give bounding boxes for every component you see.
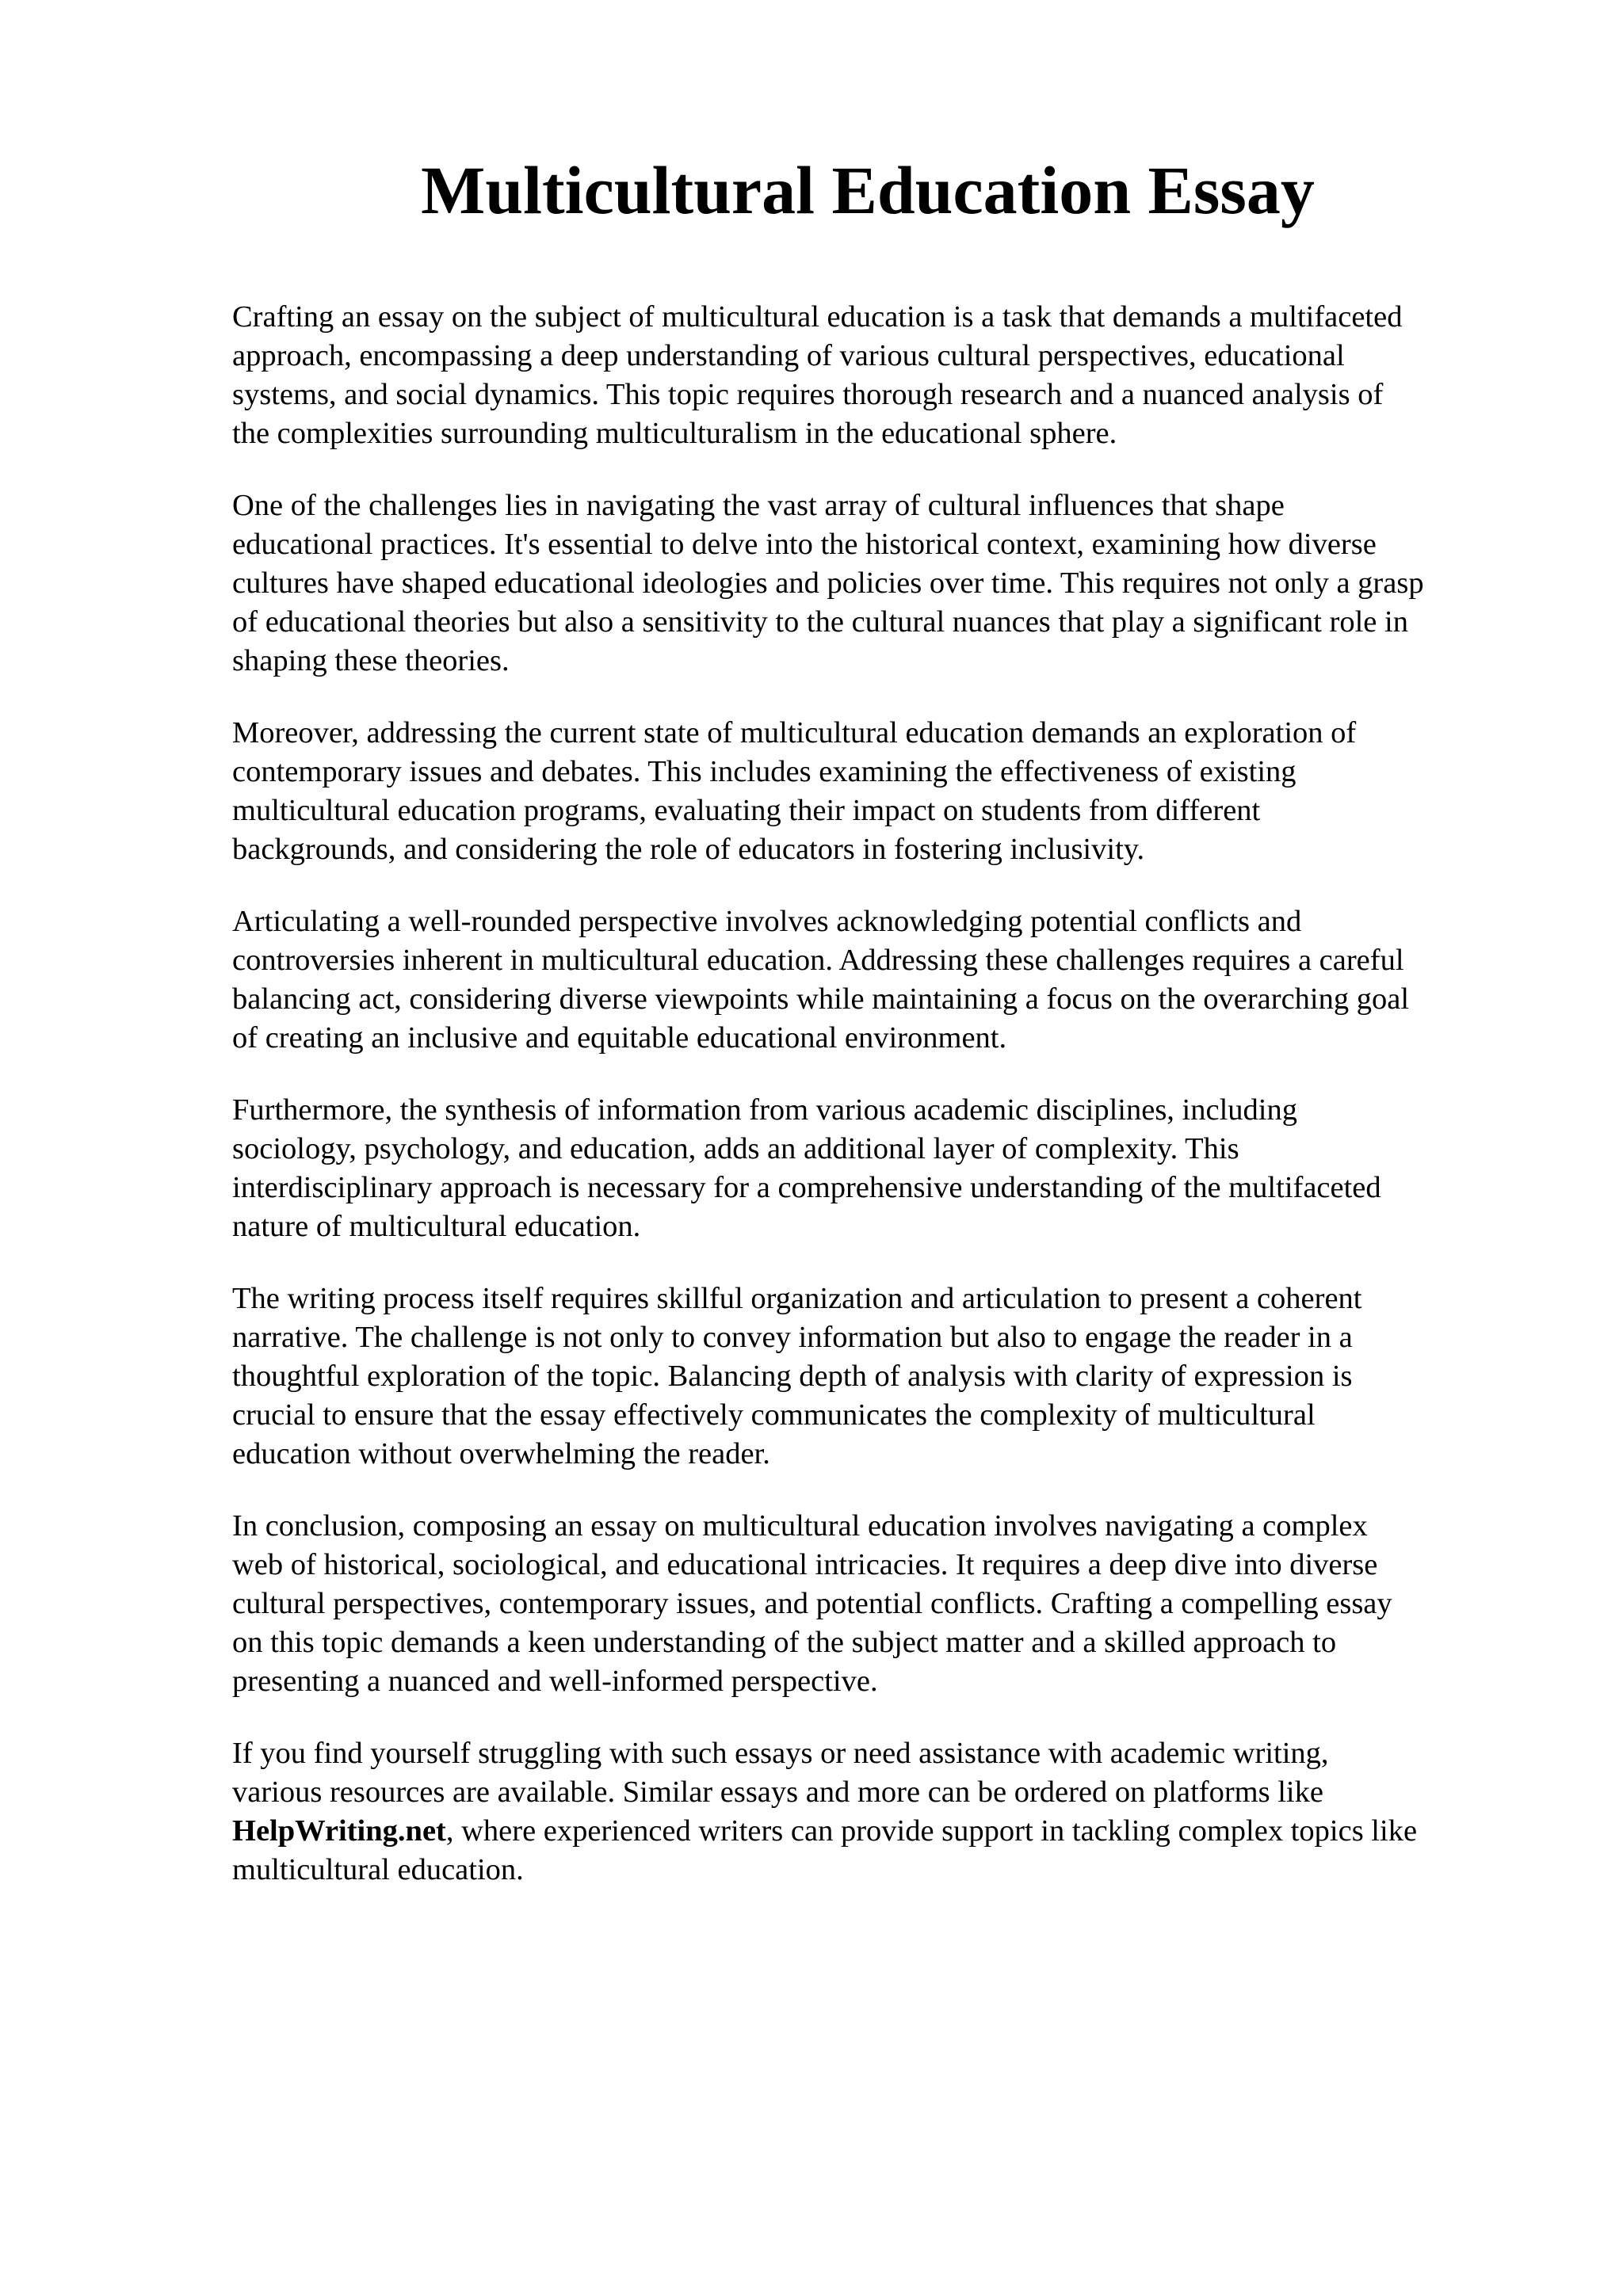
paragraph-6	[232, 1280, 1524, 1474]
paragraph-line: contemporary issues and debates. This includes examining the effectiveness of existing	[232, 755, 1296, 788]
paragraph-line: If you find yourself struggling with such essays or need assistance with academic writing,	[232, 1737, 1329, 1770]
paragraph-line: balancing act, considering diverse viewpoints while maintaining a focus on the overarching goal	[232, 982, 1410, 1016]
paragraph-line: Crafting an essay on the subject of multicultural education is a task that demands a multifaceted	[232, 300, 1403, 334]
paragraph-line: sociology, psychology, and education, adds an additional layer of complexity. This	[232, 1132, 1239, 1165]
paragraph-7	[232, 1507, 1524, 1701]
paragraph-line: The writing process itself requires skillful organization and articulation to present a coherent	[232, 1282, 1362, 1315]
page-title: Multicultural Education Essay	[421, 152, 1315, 228]
paragraph-line: multicultural education.	[232, 1853, 524, 1886]
paragraph-3	[232, 714, 1524, 869]
paragraph-line-with-brand	[232, 1812, 1524, 1851]
paragraph-line: systems, and social dynamics. This topic requires thorough research and a nuanced analysis of	[232, 378, 1384, 411]
brand-name: HelpWriting.net	[232, 1814, 446, 1848]
paragraph-line: narrative. The challenge is not only to convey information but also to engage the reader in a	[232, 1321, 1353, 1354]
paragraph-line: cultures have shaped educational ideologies and policies over time. This requires not only a grasp	[232, 566, 1424, 600]
paragraph-line: the complexities surrounding multiculturalism in the educational sphere.	[232, 417, 1117, 450]
paragraph-line: Moreover, addressing the current state of multicultural education demands an exploration of	[232, 716, 1357, 749]
paragraph-line: Furthermore, the synthesis of information from various academic disciplines, including	[232, 1093, 1297, 1127]
paragraph-line: various resources are available. Similar essays and more can be ordered on platforms like	[232, 1775, 1323, 1809]
paragraph-4	[232, 902, 1524, 1058]
closing-line-rest: , where experienced writers can provide support in tackling complex topics like	[445, 1814, 1418, 1848]
paragraph-line: Articulating a well-rounded perspective involves acknowledging potential conflicts and	[232, 905, 1302, 938]
paragraph-line: cultural perspectives, contemporary issues, and potential conflicts. Crafting a compelling essay	[232, 1587, 1392, 1620]
paragraph-line: thoughtful exploration of the topic. Balancing depth of analysis with clarity of expression is	[232, 1360, 1353, 1393]
paragraph-line: approach, encompassing a deep understanding of various cultural perspectives, educational	[232, 339, 1345, 372]
paragraph-5	[232, 1091, 1524, 1246]
paragraph-line: nature of multicultural education.	[232, 1210, 641, 1243]
paragraph-line: interdisciplinary approach is necessary for a comprehensive understanding of the multifaceted	[232, 1171, 1381, 1204]
essay-body	[232, 298, 1524, 1923]
paragraph-line: educational practices. It's essential to delve into the historical context, examining how diverse	[232, 528, 1377, 561]
paragraph-line: In conclusion, composing an essay on multicultural education involves navigating a complex	[232, 1509, 1368, 1543]
paragraph-1	[232, 298, 1524, 453]
closing-paragraph	[232, 1734, 1524, 1890]
paragraph-line: presenting a nuanced and well-informed perspective.	[232, 1665, 878, 1698]
paragraph-line: on this topic demands a keen understanding of the subject matter and a skilled approach to	[232, 1626, 1337, 1659]
paragraph-line: web of historical, sociological, and educational intricacies. It requires a deep dive into diverse	[232, 1548, 1378, 1581]
paragraph-line: backgrounds, and considering the role of educators in fostering inclusivity.	[232, 833, 1145, 866]
paragraph-2	[232, 486, 1524, 681]
paragraph-line: education without overwhelming the reader.	[232, 1437, 770, 1470]
paragraph-line: controversies inherent in multicultural education. Addressing these challenges requires a careful	[232, 944, 1404, 977]
paragraph-line: shaping these theories.	[232, 644, 510, 677]
paragraph-line: of educational theories but also a sensitivity to the cultural nuances that play a significant role in	[232, 605, 1408, 639]
paragraph-line: crucial to ensure that the essay effectively communicates the complexity of multicultural	[232, 1398, 1316, 1432]
paragraph-line: One of the challenges lies in navigating the vast array of cultural influences that shape	[232, 489, 1285, 522]
paragraph-line: multicultural education programs, evaluating their impact on students from different	[232, 794, 1261, 827]
paragraph-line: of creating an inclusive and equitable educational environment.	[232, 1021, 1007, 1055]
